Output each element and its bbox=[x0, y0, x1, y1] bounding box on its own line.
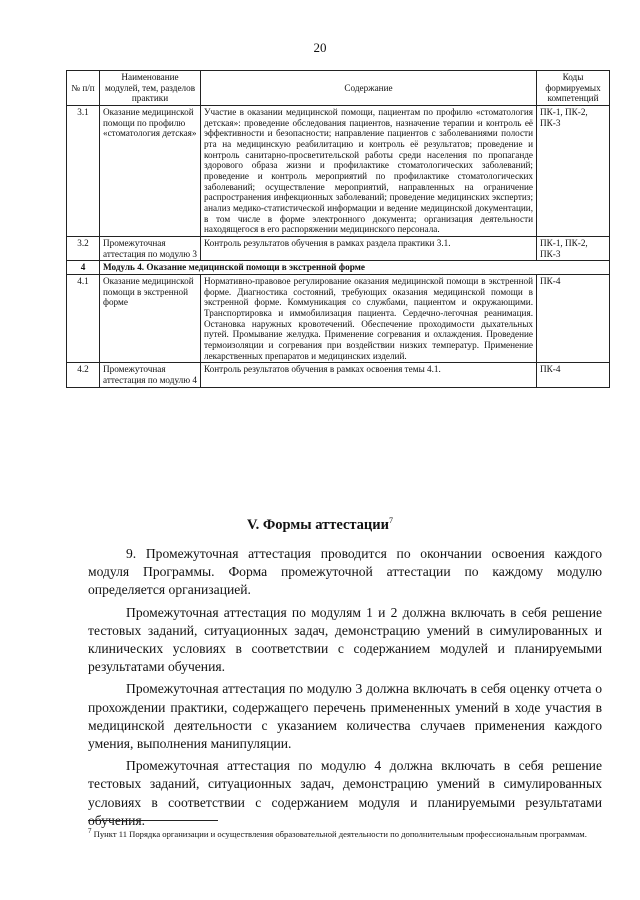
row-name: Оказание медицинской помощи по профилю «стоматология детская» bbox=[100, 106, 201, 237]
table-row bbox=[67, 106, 610, 237]
module-row bbox=[67, 261, 610, 275]
row-name: Оказание медицинской помощи в экстренной форме bbox=[100, 275, 201, 363]
footnote bbox=[88, 826, 602, 840]
row-num: 3.1 bbox=[67, 106, 100, 237]
row-codes: ПК-4 bbox=[537, 275, 610, 363]
header-name: Наименование модулей, тем, разделов практики bbox=[100, 71, 201, 106]
section-title bbox=[0, 516, 640, 534]
row-num: 4.1 bbox=[67, 275, 100, 363]
table-row bbox=[67, 275, 610, 363]
paragraph: Промежуточная аттестация по модулям 1 и 2 должна включать в себя решение тестовых заданий, ситуационных задач, демонстрацию умений в симулированных и клинических условиях в соответствии с содержанием модулей и планируемыми результатами обучения. bbox=[88, 604, 602, 675]
attestation-text bbox=[88, 545, 602, 834]
header-content: Содержание bbox=[201, 71, 537, 106]
table-row bbox=[67, 363, 610, 387]
module-title: Модуль 4. Оказание медицинской помощи в экстренной форме bbox=[100, 261, 610, 275]
footnote-divider bbox=[88, 820, 218, 821]
footnote-text: Пункт 11 Порядка организации и осуществления образовательной деятельности по дополнительным профессиональным программам. bbox=[93, 828, 587, 839]
paragraph: Промежуточная аттестация по модулю 3 должна включать в себя оценку отчета о прохождении практики, содержащего перечень примененных умений в ходе участия в медицинской деятельности с указанием количества случаев применения каждого умения, выполнения манипуляции. bbox=[88, 681, 602, 752]
program-table bbox=[66, 70, 610, 388]
row-name: Промежуточная аттестация по модулю 4 bbox=[100, 363, 201, 387]
header-num: № п/п bbox=[67, 71, 100, 106]
row-codes: ПК-1, ПК-2, ПК-3 bbox=[537, 237, 610, 261]
page-number: 20 bbox=[313, 40, 327, 55]
header-codes: Коды формируемых компетенций bbox=[537, 71, 610, 106]
row-num: 4.2 bbox=[67, 363, 100, 387]
section-title-text: V. Формы аттестации bbox=[246, 516, 389, 533]
paragraph: Промежуточная аттестация по модулю 4 должна включать в себя решение тестовых заданий, ситуационных задач, демонстрацию умений в симулированных условиях в соответствии с содержанием модуля и планируемыми результатами обучения. bbox=[88, 758, 602, 828]
row-content: Контроль результатов обучения в рамках освоения темы 4.1. bbox=[201, 363, 537, 387]
row-codes: ПК-4 bbox=[537, 363, 610, 387]
row-num: 3.2 bbox=[67, 237, 100, 261]
table-header-row bbox=[67, 71, 610, 106]
footnote-mark: 7 bbox=[88, 827, 92, 835]
row-codes: ПК-1, ПК-2, ПК-3 bbox=[537, 106, 610, 237]
row-content: Участие в оказании медицинской помощи, пациентам по профилю «стоматология детская»: проведение обследования пациентов, назначение терапии и контроль её эффективности и безопасности; направление пациентов с заболеваниями полости рта на медицинскую реабилитацию и контроль её результатов; проведение и контроль санитарно-просветительской работы среди населения по пропаганде здорового образа жизни и профилактике стоматологических заболеваний; проведение и контроль мероприятий по профилактике стоматологических заболеваний; осуществление мероприятий, направленных на ограничение распространения инфекционных заболеваний; проведение медицинских экспертиз; анализ медико-статистической информации и ведение медицинской документации, в том числе в форме электронного документа; организация деятельности находящегося в его распоряжении медицинского персонала. bbox=[201, 106, 537, 237]
row-content: Контроль результатов обучения в рамках раздела практики 3.1. bbox=[201, 237, 537, 261]
table-row bbox=[67, 237, 610, 261]
paragraph: 9. Промежуточная аттестация проводится по окончании освоения каждого модуля Программы. Форма промежуточной аттестации по каждому модулю определяется организацией. bbox=[88, 546, 602, 598]
footnote-ref: 7 bbox=[389, 516, 393, 525]
row-content: Нормативно-правовое регулирование оказания медицинской помощи в экстренной форме. Диагностика состояний, требующих оказания медицинской помощи в экстренной форме. Коммуникация со службами, пациентом и окружающими. Транспортировка и иммобилизация пациента. Сердечно-легочная реанимация. Остановка наружных кровотечений. Обеспечение проходимости дыхательных путей. Промывание желудка. Применение согревания и охлаждения. Проведение термоизоляции и согревания при воздействии низких температур. Применение лекарственных препаратов и медицинских изделий. bbox=[201, 275, 537, 363]
row-name: Промежуточная аттестация по модулю 3 bbox=[100, 237, 201, 261]
module-num: 4 bbox=[67, 261, 100, 275]
